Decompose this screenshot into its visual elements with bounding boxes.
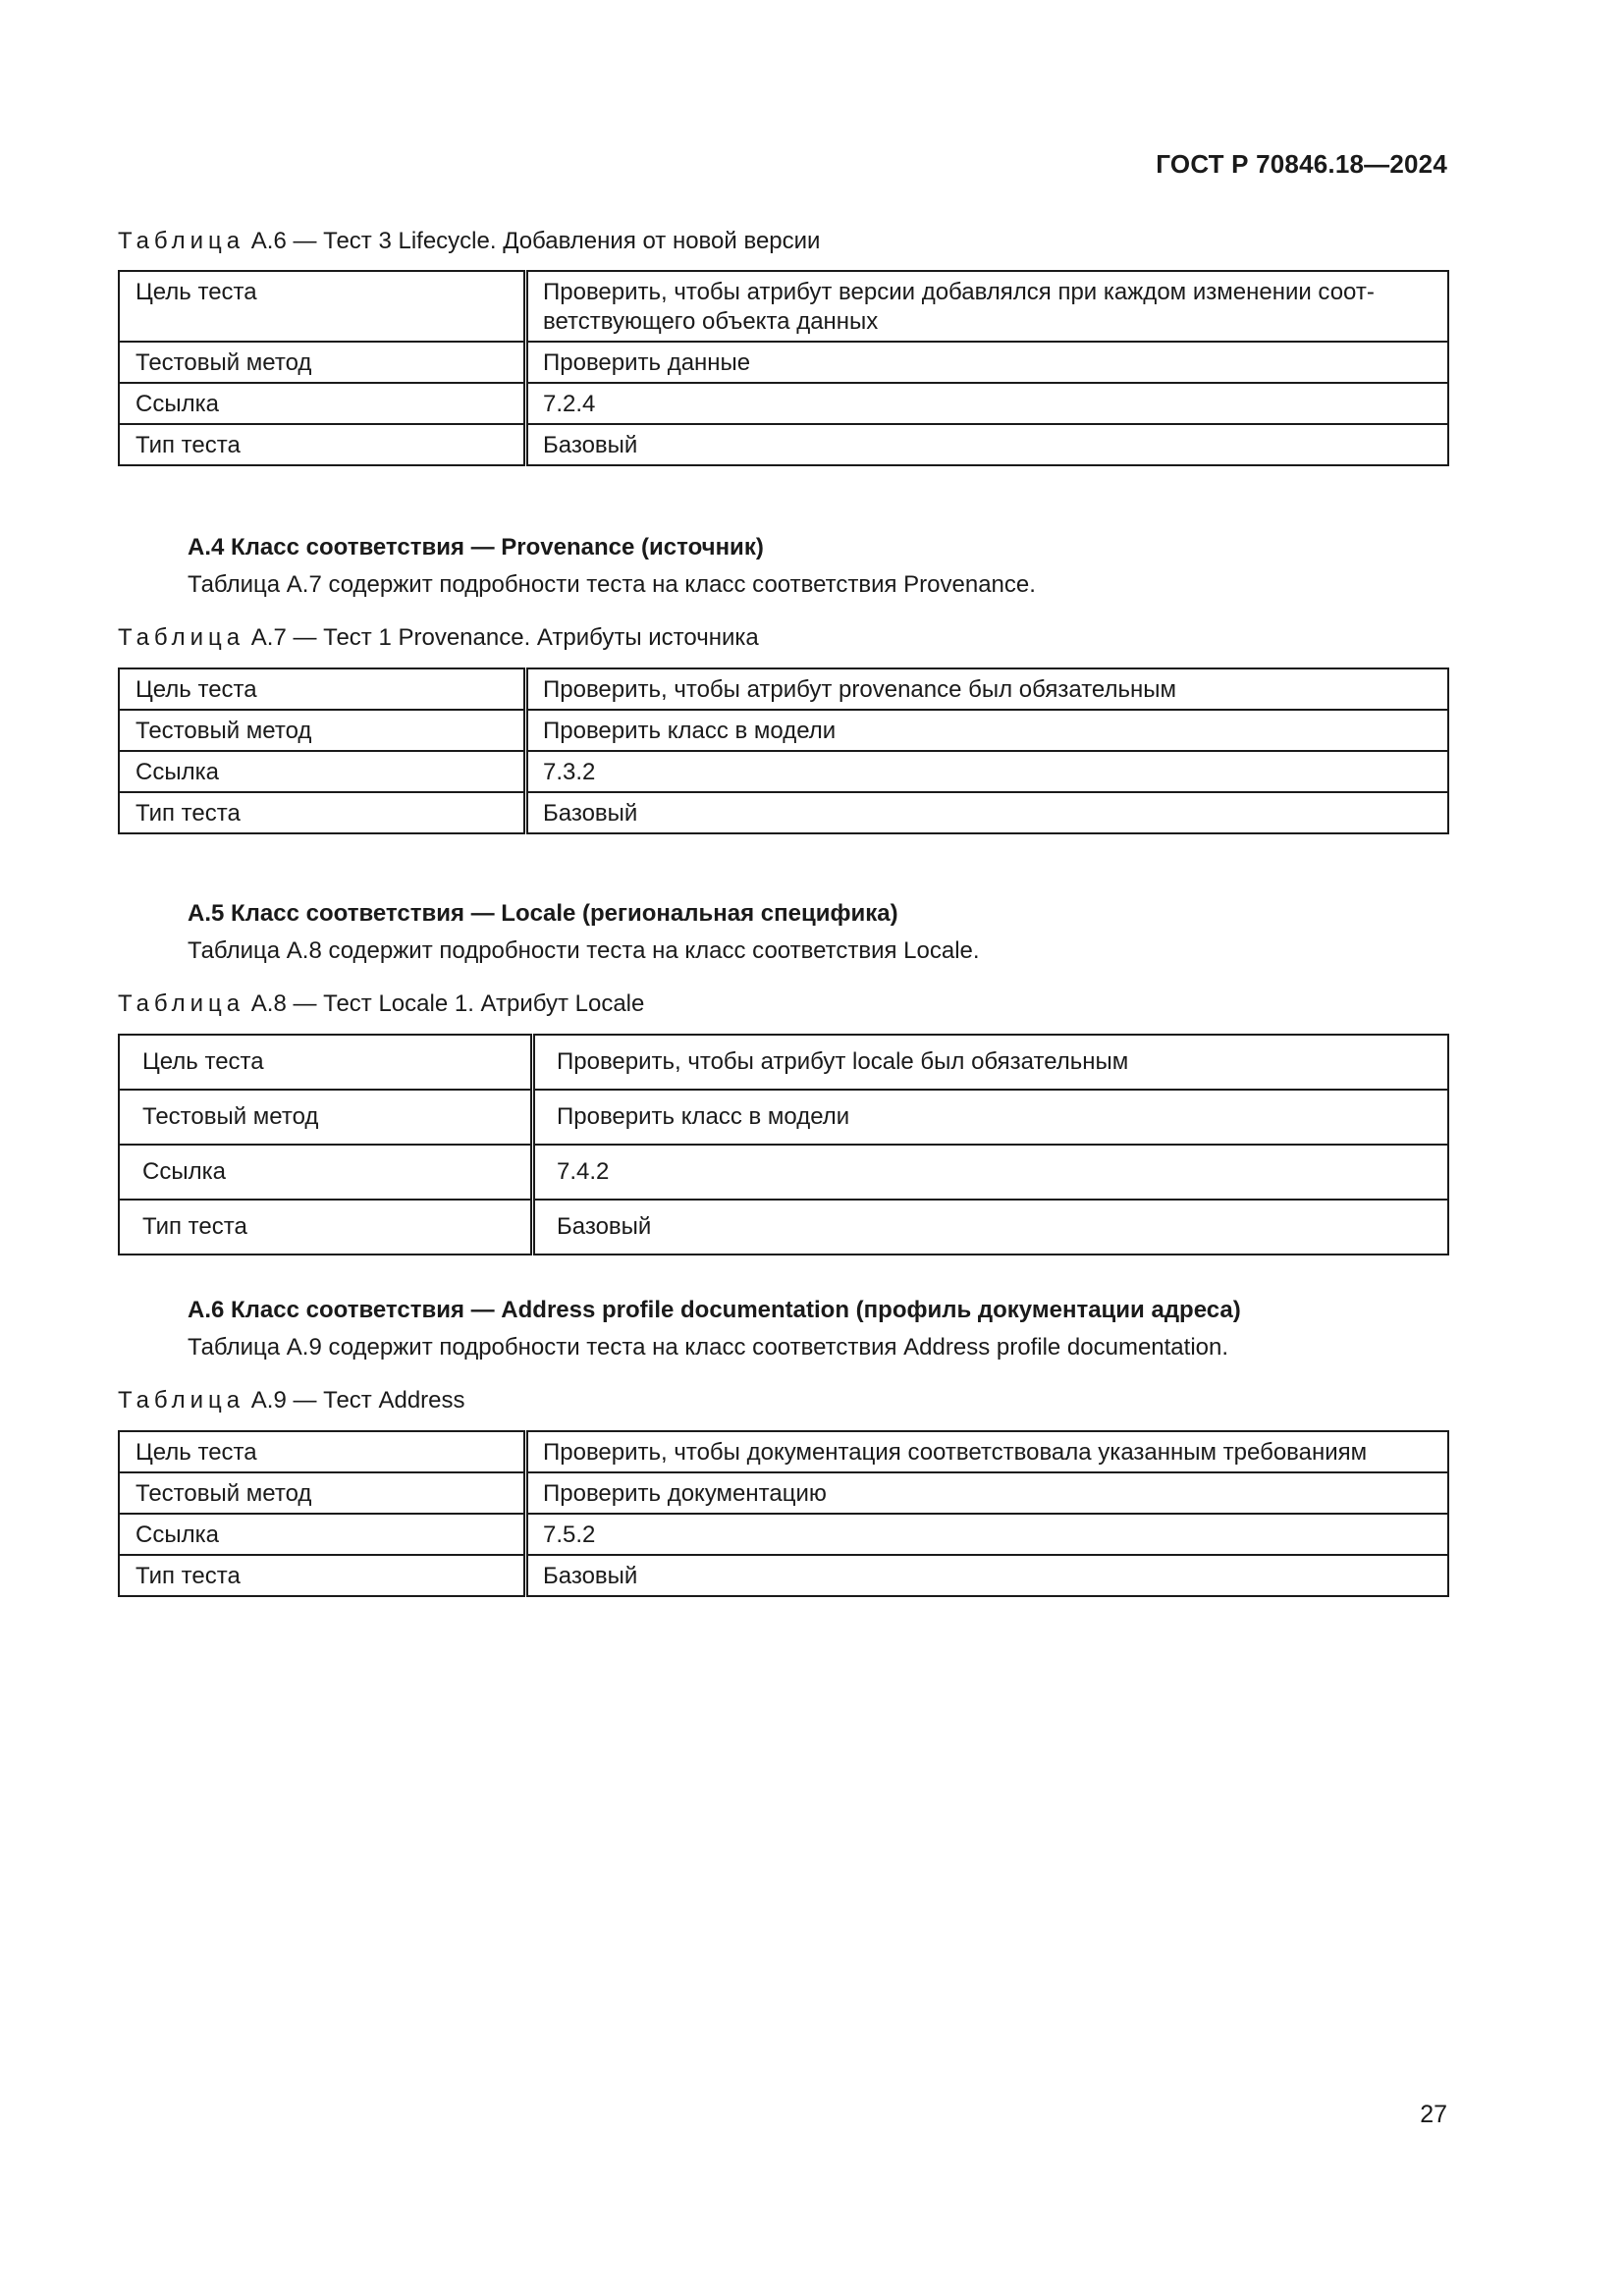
table-value-cell: 7.3.2 [526,751,1449,792]
table-a9 [118,1430,1449,1597]
table-caption-text: А.9 — Тест Address [250,1387,465,1414]
table-key-cell: Тип теста [119,1555,526,1596]
table-value-cell: Проверить, чтобы атрибут locale был обязательным [533,1035,1449,1090]
table-row [119,1145,1448,1200]
table-caption-word: Таблица [118,228,245,254]
page-number: 27 [1420,2101,1447,2128]
section-a6-heading: А.6 Класс соответствия — Address profile documentation (профиль документации адреса) [188,1297,1241,1323]
table-row [119,792,1448,833]
section-a4-heading: А.4 Класс соответствия — Provenance (источник) [188,534,764,561]
table-value-cell: Проверить, чтобы атрибут provenance был обязательным [526,668,1449,710]
table-value-cell: Проверить данные [526,342,1449,383]
section-a6-text: Таблица А.9 содержит подробности теста на класс соответствия Address profile documentation. [188,1334,1229,1361]
table-key-cell: Цель теста [119,668,526,710]
table-a6-caption [118,228,820,255]
table-value-cell: Проверить класс в модели [533,1090,1449,1145]
table-value-cell: Базовый [526,424,1449,465]
table-value-cell: Проверить класс в модели [526,710,1449,751]
table-row [119,751,1448,792]
table-row [119,1090,1448,1145]
table-key-cell: Цель теста [119,1035,533,1090]
table-value-cell: Базовый [526,792,1449,833]
table-key-cell: Тип теста [119,1200,533,1255]
table-key-cell: Ссылка [119,1514,526,1555]
table-a7-caption [118,624,759,652]
table-value-cell: Базовый [533,1200,1449,1255]
table-a7 [118,667,1449,834]
table-caption-word: Таблица [118,990,245,1017]
table-row [119,342,1448,383]
table-row [119,1431,1448,1472]
table-key-cell: Ссылка [119,383,526,424]
section-a5-heading: А.5 Класс соответствия — Locale (региональная специфика) [188,900,898,927]
table-value-line: ветствующего объекта данных [543,308,879,335]
table-key-cell: Ссылка [119,751,526,792]
table-row [119,1200,1448,1255]
table-value-cell: Проверить, чтобы документация соответствовала указанным требованиям [526,1431,1449,1472]
table-key-cell: Цель теста [119,271,526,342]
table-value-cell: 7.4.2 [533,1145,1449,1200]
table-key-cell: Цель теста [119,1431,526,1472]
table-value-line: Проверить, чтобы атрибут версии добавлялся при каждом изменении соот- [543,279,1375,305]
table-row [119,710,1448,751]
table-row [119,1555,1448,1596]
table-row [119,271,1448,342]
document-code: ГОСТ Р 70846.18—2024 [1156,149,1447,179]
section-a5-text: Таблица А.8 содержит подробности теста на класс соответствия Locale. [188,937,980,964]
table-key-cell: Тестовый метод [119,1090,533,1145]
section-a4-text: Таблица А.7 содержит подробности теста на класс соответствия Provenance. [188,571,1036,598]
table-a8-caption [118,990,644,1018]
table-a8 [118,1034,1449,1255]
table-key-cell: Тестовый метод [119,710,526,751]
table-caption-text: А.7 — Тест 1 Provenance. Атрибуты источника [250,624,759,651]
table-value-cell [526,271,1449,342]
table-key-cell: Тип теста [119,424,526,465]
table-caption-text: А.6 — Тест 3 Lifecycle. Добавления от новой версии [250,228,821,254]
table-value-cell: 7.2.4 [526,383,1449,424]
table-caption-word: Таблица [118,1387,245,1414]
table-caption-word: Таблица [118,624,245,651]
table-row [119,668,1448,710]
table-value-cell: Базовый [526,1555,1449,1596]
table-key-cell: Тип теста [119,792,526,833]
table-row [119,1035,1448,1090]
table-value-cell: Проверить документацию [526,1472,1449,1514]
table-row [119,383,1448,424]
table-row [119,424,1448,465]
table-value-cell: 7.5.2 [526,1514,1449,1555]
table-key-cell: Тестовый метод [119,1472,526,1514]
table-a9-caption [118,1387,465,1415]
table-key-cell: Тестовый метод [119,342,526,383]
table-row [119,1514,1448,1555]
table-row [119,1472,1448,1514]
table-key-cell: Ссылка [119,1145,533,1200]
table-a6 [118,270,1449,466]
table-caption-text: А.8 — Тест Locale 1. Атрибут Locale [250,990,645,1017]
